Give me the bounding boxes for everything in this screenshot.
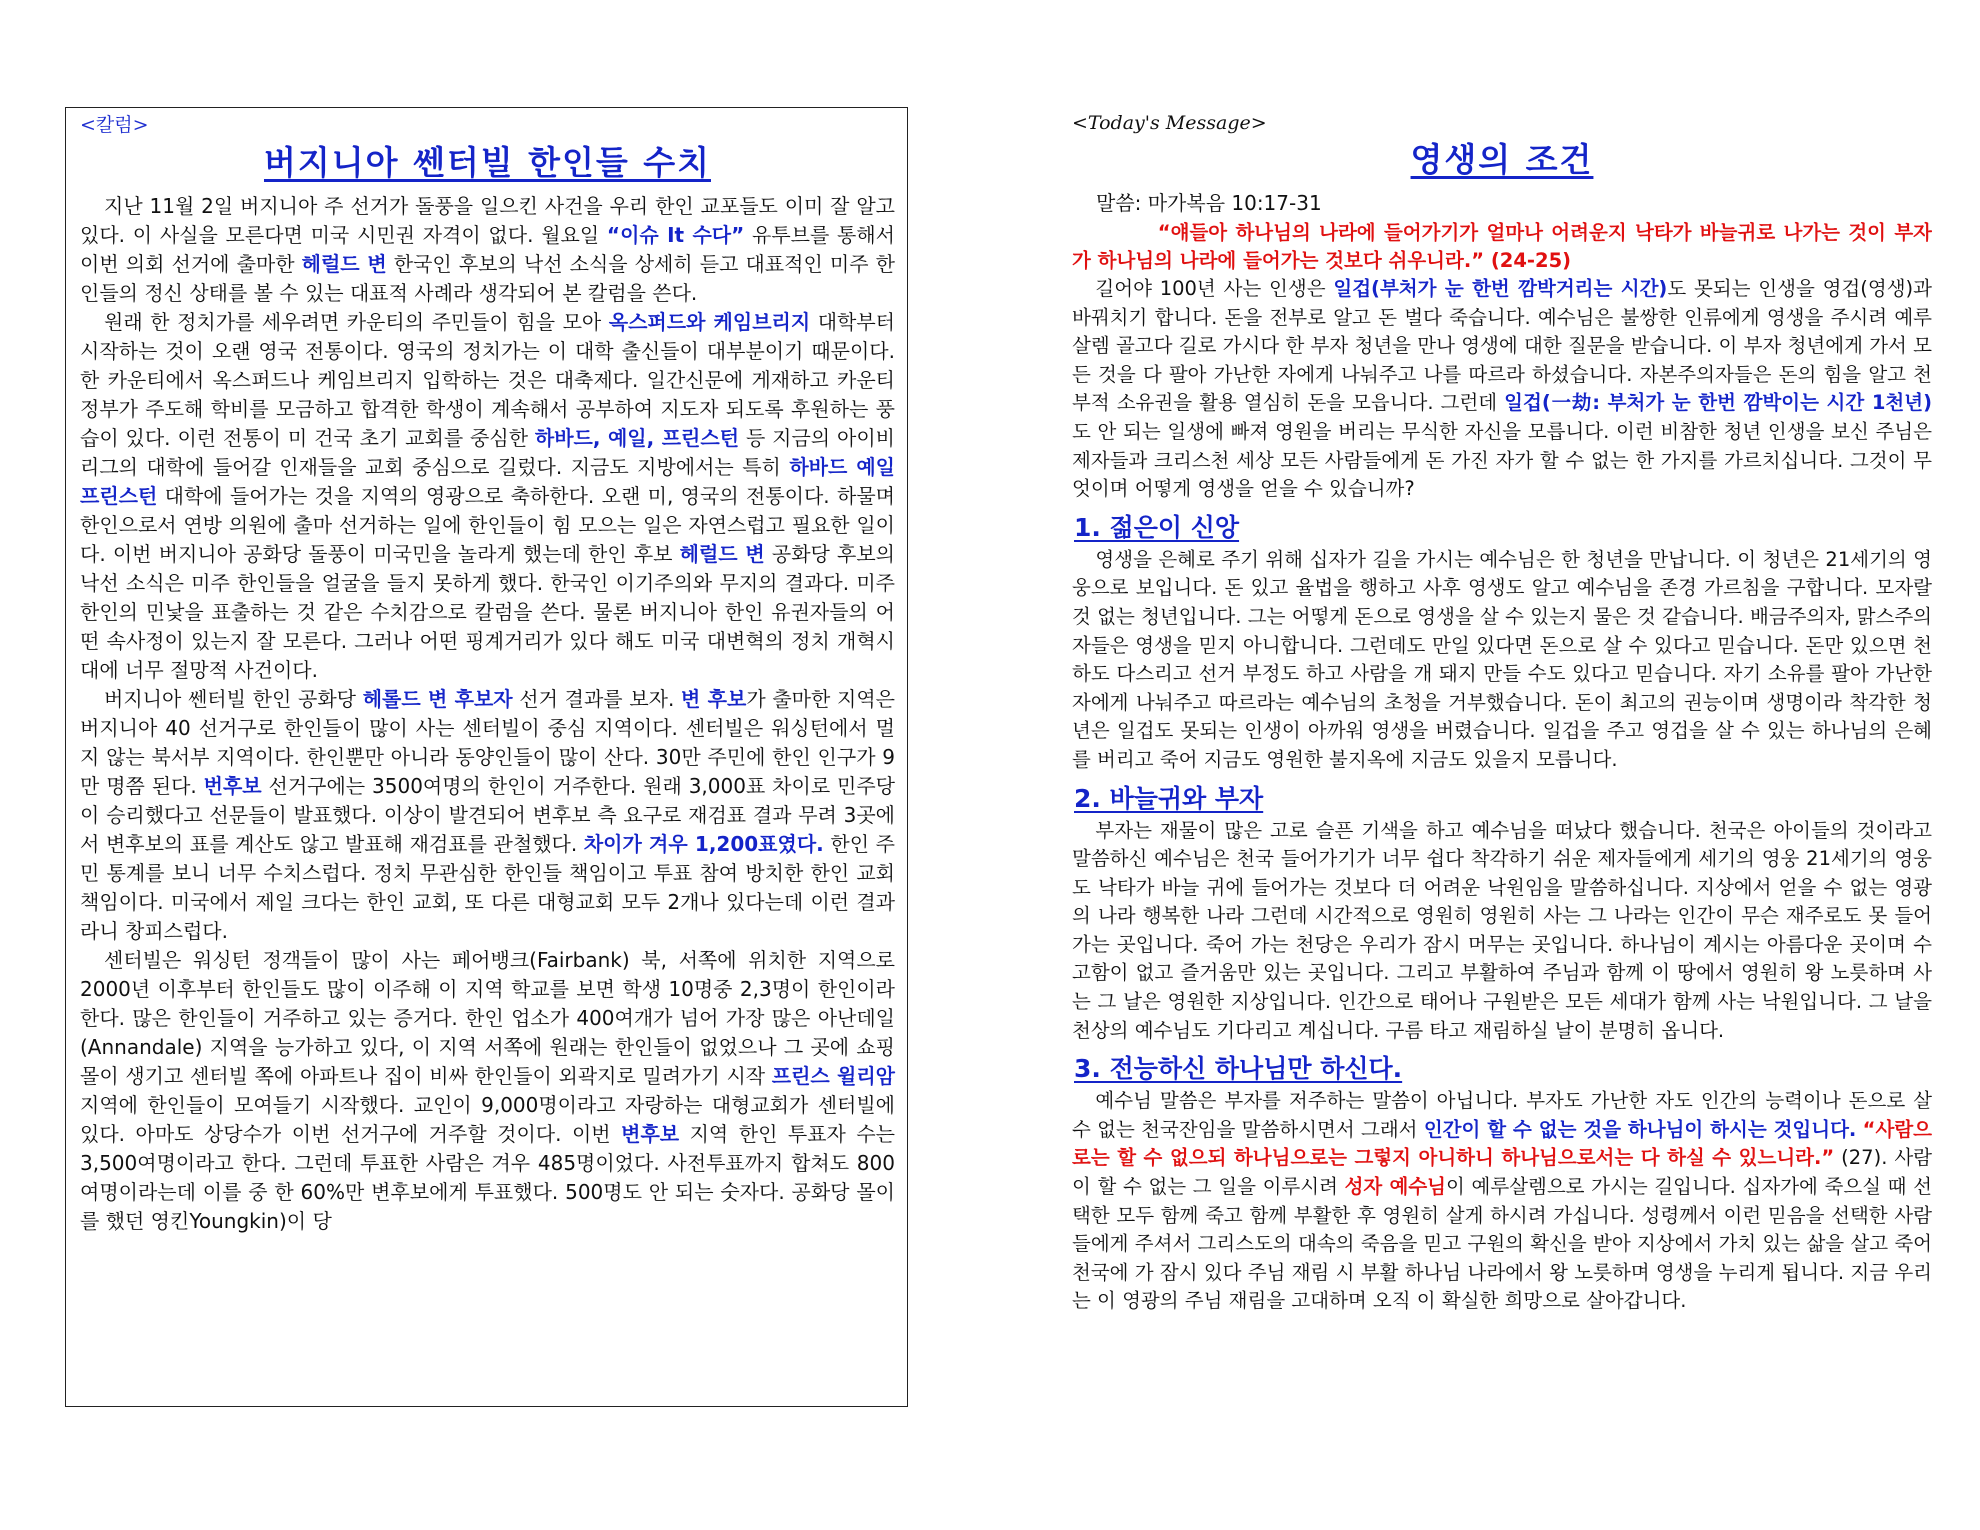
column-panel xyxy=(65,107,908,1407)
text-run: 대학에 들어가는 것을 지역의 영광으로 축하한다. 오랜 미, 영국의 전통이다. 하물며 한인으로서 연방 의원에 출마 선거하는 일에 한인들이 힘 모으는 일은 자연스럽고 필요한 일이다. 이번 버지니아 공화당 돌풍이 미국민을 놀라게 했는데 한인 후보 xyxy=(80,484,895,566)
highlighted-text: 변 후보 xyxy=(681,687,747,711)
text-run: 선거 결과를 보자. xyxy=(512,687,682,711)
section-heading-1: 1. 젊은이 신앙 xyxy=(1074,512,1240,542)
text-run: 한국인 후보의 낙선 소식을 상세히 듣고 대표적인 미주 한인들의 정신 상태를 볼 수 있는 대표적 사례라 생각되어 본 칼럼을 쓴다. xyxy=(80,252,895,305)
text-run: 등 지금의 아이비 리그의 대학에 들어갈 인재들을 교회 중심으로 길렀다. 지금도 지방에서는 특히 xyxy=(80,426,895,479)
text-run: 가 출마한 지역은 버지니아 40 선거구로 한인들이 많이 사는 센터빌이 중심 지역이다. 센터빌은 워싱턴에서 멀지 않는 북서부 지역이다. 한인뿐만 아니라 동양인들이 많이 산다. 30만 주민에 한인 인구가 9만 명쯤 된다. xyxy=(80,687,895,798)
text-run: 도 못되는 인생을 영겁(영생)과 바꿔치기 합니다. 돈을 전부로 알고 돈 벌다 죽습니다. 예수님은 불쌍한 인류에게 영생을 주시려 예루살렘 골고다 길로 가시다 한 부자 청년을 만나 영생에 대한 질문을 받습니다. 이 부자 청년에게 가서 모든 것을 다 팔아 가난한 자에게 나눠주고 나를 따르라 하셨습니다. 자본주의자들은 돈의 힘을 알고 천부적 소유권을 활용 열심히 돈을 모읍니다. 그런데 xyxy=(1072,277,1932,415)
highlighted-text: 번후보 xyxy=(203,774,262,798)
text-run: 선거구에는 3500여명의 한인이 거주한다. 원래 3,000표 차이로 민주당이 승리했다고 선문들이 발표했다. 이상이 발견되어 변후보 측 요구로 재검표 결과 무려 3곳에서 변후보의 표를 계산도 않고 발표해 재검표를 관철했다. xyxy=(80,774,895,856)
highlighted-text: 헤롤드 변 후보자 xyxy=(362,687,513,711)
intro-paragraph xyxy=(1072,275,1932,504)
text-run: 부자는 재물이 많은 고로 슬픈 기색을 하고 예수님을 떠났다 했습니다. 천국은 아이들의 것이라고 말씀하신 예수님은 천국 들어가기가 너무 쉽다 착각하기 쉬운 제자들에게 세기의 영웅 21세기의 영웅도 낙타가 바늘 귀에 들어가는 것보다 더 어려운 낙원임을 말씀하십니다. 지상에서 얻을 수 없는 영광의 나라 행복한 나라 그런데 시간적으로 영원히 영원히 사는 그 나라는 인간이 무슨 재주로도 못 들어가는 곳입니다. 죽어 가는 천당은 우리가 잠시 머무는 곳입니다. 하나님이 계시는 아름다운 곳이며 수고함이 없고 즐거움만 있는 곳입니다. 그리고 부활하여 주님과 함께 이 땅에서 영원히 왕 노릇하며 사는 그 날은 영원한 지상입니다. 인간으로 태어나 구원받은 모든 세대가 함께 사는 낙원입니다. 그 날을 천상의 예수님도 기다리고 계십니다. 구름 타고 재림하실 날이 분명히 옵니다. xyxy=(1072,818,1932,1042)
text-run: 지역 한인 투표자 수는 3,500여명이라고 한다. 그런데 투표한 사람은 겨우 485명이었다. 사전투표까지 합쳐도 800여명이라는데 이를 중 한 60%만 변후보에게 투표했다. 500명도 안 되는 숫자다. 공화당 몰이를 했던 영킨Youngkin)이 당 xyxy=(80,1122,895,1233)
text-run: 한인 주민 통계를 보니 너무 수치스럽다. 정치 무관심한 한인들 책임이고 투표 참여 방치한 한인 교회 책임이다. 미국에서 제일 크다는 한인 교회, 또 다른 대형교회 모두 2개나 있다는데 이런 결과라니 창피스럽다. xyxy=(80,832,895,943)
text-run: 버지니아 쎈터빌 한인 공화당 xyxy=(104,687,363,711)
highlighted-text: 하바드 예일 프린스턴 xyxy=(80,455,895,508)
text-run: 유투브를 통해서 이번 의회 선거에 출마한 xyxy=(80,223,895,276)
highlighted-text: 변후보 xyxy=(621,1122,680,1146)
text-run: 길어야 100년 사는 인생은 xyxy=(1095,277,1334,300)
highlighted-text: 성자 예수님 xyxy=(1344,1175,1447,1199)
column-paragraph xyxy=(80,946,895,1236)
section-paragraph-3 xyxy=(1072,1087,1932,1316)
section-paragraph-2 xyxy=(1072,817,1932,1046)
text-run: 영생을 은혜로 주기 위해 십자가 길을 가시는 예수님은 한 청년을 만납니다. 이 청년은 21세기의 영웅으로 보입니다. 돈 있고 율법을 행하고 사후 영생도 알고 예수님을 존경 가르침을 구합니다. 모자랄 것 없는 청년입니다. 그는 어떻게 돈으로 영생을 살 수 있는지 물은 것 같습니다. 배금주의자, 맑스주의자들은 영생을 믿지 아니합니다. 그런데도 만일 있다면 돈으로 살 수 있다고 믿습니다. 돈만 있으면 천하도 다스리고 선거 부정도 하고 사람을 개 돼지 만들 수도 있다고 믿습니다. 자기 소유를 팔아 가난한 자에게 나눠주고 따르라는 예수님의 초청을 거부했습니다. 돈이 최고의 권능이며 생명이라 착각한 청년은 일겁도 못되는 인생이 아까워 영생을 버렸습니다. 일겁을 주고 영겁을 살 수 있는 하나님의 은혜를 버리고 죽어 지금도 영원한 불지옥에 지금도 있을지 모릅니다. xyxy=(1072,547,1932,771)
text-run: 지역에 한인들이 모여들기 시작했다. 교인이 9,000명이라고 자랑하는 대형교회가 센터빌에 있다. 아마도 상당수가 이번 선거구에 거주할 것이다. 이번 xyxy=(80,1093,895,1146)
column-paragraph xyxy=(80,308,895,685)
highlighted-text: “사람으로는 할 수 없으되 하나님으로는 그렇지 아니하니 하나님으로서는 다 하실 수 있느니라.” xyxy=(1072,1117,1932,1170)
text-run: 예수님 말씀은 부자를 저주하는 말씀이 아닙니다. 부자도 가난한 자도 인간의 능력이나 돈으로 살 수 없는 천국잔임을 말씀하시면서 그래서 xyxy=(1072,1089,1932,1141)
highlighted-text: 하바드, 예일, 프린스턴 xyxy=(534,426,740,450)
scripture-reference: 말씀: 마가복음 10:17-31 xyxy=(1096,191,1322,215)
highlighted-text: (24-25) xyxy=(1484,249,1572,272)
scripture-quote xyxy=(1072,219,1932,275)
message-panel xyxy=(1072,112,1932,1442)
highlighted-text: 일겁(一劫: 부처가 눈 한번 깜박이는 시간 1천년) xyxy=(1504,391,1932,415)
text-run: (27). 사람이 할 수 없는 그 일을 이루시려 xyxy=(1072,1146,1932,1199)
section-heading-3: 3. 전능하신 하나님만 하신다. xyxy=(1074,1054,1403,1084)
column-paragraph xyxy=(80,192,895,308)
highlighted-text: 프린스 윌리암 xyxy=(771,1064,895,1088)
highlighted-text: “이슈 It 수다” xyxy=(606,223,745,247)
highlighted-text: “얘들아 하나님의 나라에 들어가기가 얼마나 어려운지 낙타가 바늘귀로 나가는 것이 부자가 하나님의 나라에 들어가는 것보다 쉬우니라.” xyxy=(1072,221,1932,272)
highlighted-text: 일겁(부처가 눈 한번 깜박거리는 시간) xyxy=(1333,277,1668,300)
section-paragraph-1 xyxy=(1072,546,1932,775)
text-run: 센터빌은 워싱턴 정객들이 많이 사는 페어뱅크(Fairbank) 북, 서쪽에 위치한 지역으로 2000년 이후부터 한인들도 많이 이주해 이 지역 학교를 보면 학생 10명중 2,3명이 한인이라 한다. 많은 한인들이 거주하고 있는 증거다. 한인 업소가 400여개가 넘어 가장 많은 아난데일(Annandale) 지역을 능가하고 있다, 이 지역 서쪽에 원래는 한인들이 없었으나 그 곳에 쇼핑 몰이 생기고 센터빌 쪽에 아파트나 집이 비싸 한인들이 외곽지로 밀려가기 시작 xyxy=(80,948,895,1088)
text-run: 대학부터 시작하는 것이 오랜 영국 전통이다. 영국의 정치가는 이 대학 출신들이 대부분이기 때문이다. 한 카운티에서 옥스퍼드나 케임브리지 입학하는 것은 대축제다. 일간신문에 게재하고 카운티 정부가 주도해 학비를 모금하고 합격한 학생이 계속해서 공부하여 지도자 되도록 후원하는 풍습이 있다. 이런 전통이 미 건국 초기 교회를 중심한 xyxy=(80,310,895,450)
message-tag: <Today's Message> xyxy=(1072,112,1267,134)
highlighted-text: 헤럴드 변 xyxy=(301,252,387,276)
highlighted-text: 차이가 겨우 1,200표였다. xyxy=(583,832,824,856)
column-paragraph xyxy=(80,685,895,946)
highlighted-text: 인간이 할 수 없는 것을 하나님이 하시는 것입니다. xyxy=(1423,1117,1857,1141)
text-run: 공화당 후보의 낙선 소식은 미주 한인들을 얼굴을 들지 못하게 했다. 한국인 이기주의와 무지의 결과다. 미주 한인의 민낯을 표출하는 것 같은 수치감으로 칼럼을 쓴다. 물론 버지니아 한인 유권자들의 어떤 속사정이 있는지 잘 모른다. 그러나 어떤 핑계거리가 있다 해도 미국 대변혁의 정치 개혁시대에 너무 절망적 사건이다. xyxy=(80,542,895,682)
message-title: 영생의 조건 xyxy=(1410,140,1594,179)
text-run: 도 안 되는 일생에 빠져 영원을 버리는 무식한 자신을 모릅니다. 이런 비참한 청년 인생을 보신 주님은 제자들과 크리스천 세상 모든 사람들에게 돈 가진 자가 할 수 없는 한 가지를 가르치십니다. 그것이 무엇이며 어떻게 영생을 얻을 수 있습니까? xyxy=(1072,419,1932,501)
column-title: 버지니아 쎈터빌 한인들 수치 xyxy=(263,143,711,182)
column-tag: <칼럼> xyxy=(80,114,149,136)
text-run: 이 예루살렘으로 가시는 길입니다. 십자가에 죽으실 때 선택한 모두 함께 죽고 함께 부활한 후 영원히 살게 하시려 가십니다. 성령께서 이런 믿음을 선택한 사람들에게 주셔서 그리스도의 대속의 죽음을 믿고 구원의 확신을 받아 지상에서 가치 있는 삶을 살고 죽어 천국에 가 잠시 있다 주님 재림 시 부활 하나님 나라에서 왕 노릇하며 영생을 누리게 됩니다. 지금 우리는 이 영광의 주님 재림을 고대하며 오직 이 확실한 희망으로 살아갑니다. xyxy=(1072,1175,1932,1313)
highlighted-text: 옥스퍼드와 케임브리지 xyxy=(608,310,811,334)
text-run: 지난 11월 2일 버지니아 주 선거가 돌풍을 일으킨 사건을 우리 한인 교포들도 이미 잘 알고 있다. 이 사실을 모른다면 미국 시민권 자격이 없다. 월요일 xyxy=(80,194,895,247)
highlighted-text: 헤럴드 변 xyxy=(679,542,765,566)
text-run: 원래 한 정치가를 세우려면 카운티의 주민들이 힘을 모아 xyxy=(104,310,609,334)
section-heading-2: 2. 바늘귀와 부자 xyxy=(1074,783,1264,813)
